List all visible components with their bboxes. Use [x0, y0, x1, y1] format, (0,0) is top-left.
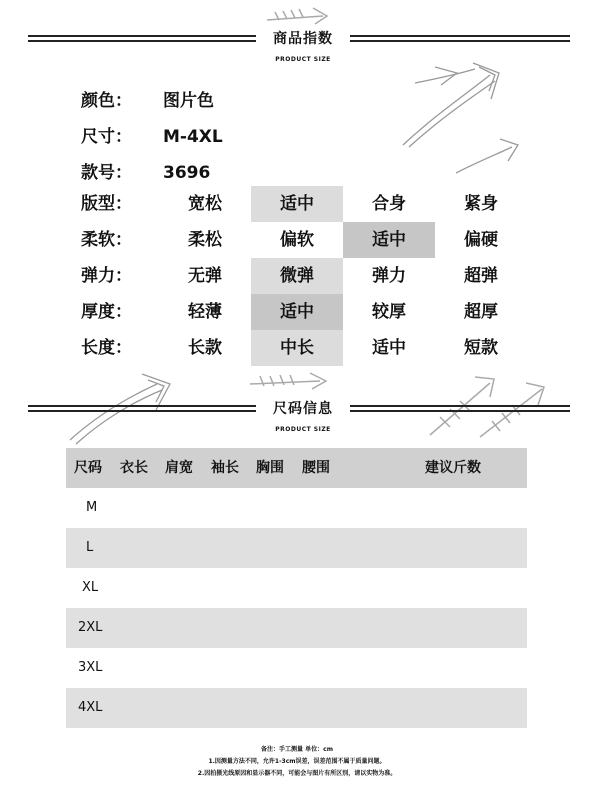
attribute-option: 宽松 [188, 194, 222, 214]
arrow-doodle-middle-bottom [248, 370, 330, 394]
size-value: M-4XL [163, 127, 223, 147]
attribute-option: 短款 [464, 338, 498, 358]
attribute-label: 弹力： [81, 266, 132, 286]
table-row [66, 648, 527, 688]
arrow-doodle-right-2 [450, 135, 525, 180]
attribute-option: 弹力 [372, 266, 406, 286]
attribute-option: 柔松 [188, 230, 222, 250]
attribute-label: 厚度： [81, 302, 132, 322]
color-row [81, 86, 214, 111]
attribute-row-length [81, 330, 531, 366]
table-row [66, 608, 527, 648]
attribute-label: 版型： [81, 194, 132, 214]
table-row [66, 688, 527, 728]
page-subtitle: PRODUCT SIZE [275, 56, 331, 63]
column-header-size: 尺码 [74, 460, 102, 476]
header-rule-left-bottom [28, 40, 256, 42]
attribute-row-softness [81, 222, 531, 258]
size-label: 尺寸： [81, 127, 132, 147]
notes-line-2: 1.因测量方法不同，允许1-3cm误差，误差范围不属于质量问题。 [208, 758, 386, 765]
column-header-weight: 建议斤数 [425, 460, 481, 476]
size-rule-left-bottom [28, 410, 256, 412]
column-header-chest: 胸围 [256, 460, 284, 476]
size-cell: 4XL [78, 700, 103, 715]
column-header-shoulder: 肩宽 [165, 460, 193, 476]
header-rule-right-top [350, 35, 570, 37]
attribute-row-elasticity [81, 258, 531, 294]
size-section-title: 尺码信息 [273, 401, 333, 417]
attribute-row-thickness [81, 294, 531, 330]
color-value: 图片色 [163, 91, 214, 111]
attribute-option-selected: 微弹 [251, 258, 343, 294]
attribute-label: 柔软： [81, 230, 132, 250]
attribute-option-selected: 中长 [251, 330, 343, 366]
column-header-sleeve: 袖长 [211, 460, 239, 476]
style-row [81, 158, 210, 183]
size-section-subtitle: PRODUCT SIZE [275, 426, 331, 433]
size-cell: M [86, 500, 98, 515]
header-rule-right-bottom [350, 40, 570, 42]
table-row [66, 488, 527, 528]
table-row [66, 568, 527, 608]
size-row [81, 122, 223, 147]
notes-line-1: 备注：手工测量 单位：cm [261, 746, 333, 753]
attribute-option-selected: 适中 [251, 294, 343, 330]
attribute-option: 适中 [372, 338, 406, 358]
arrow-doodle-top [265, 4, 333, 30]
size-rule-right-bottom [350, 410, 570, 412]
table-row [66, 528, 527, 568]
attribute-row-fit [81, 186, 531, 222]
column-header-waist: 腰围 [302, 460, 330, 476]
attribute-option-selected: 适中 [251, 186, 343, 222]
size-cell: 2XL [78, 620, 103, 635]
attribute-option: 偏软 [280, 230, 314, 250]
size-cell: XL [82, 580, 99, 595]
attribute-option: 超厚 [464, 302, 498, 322]
header-rule-left-top [28, 35, 256, 37]
color-label: 颜色： [81, 91, 132, 111]
attribute-option: 合身 [372, 194, 406, 214]
attribute-option: 超弹 [464, 266, 498, 286]
size-table-header [66, 448, 527, 488]
attribute-option: 轻薄 [188, 302, 222, 322]
attribute-option-selected: 适中 [343, 222, 435, 258]
style-value: 3696 [163, 163, 211, 183]
size-rule-right-top [350, 405, 570, 407]
size-cell: 3XL [78, 660, 103, 675]
column-header-length: 衣长 [120, 460, 148, 476]
attribute-option: 长款 [188, 338, 222, 358]
size-rule-left-top [28, 405, 256, 407]
attribute-label: 长度： [81, 338, 132, 358]
size-cell: L [86, 540, 94, 555]
attribute-option: 较厚 [372, 302, 406, 322]
notes-line-3: 2.因拍摄光线原因和显示器不同，可能会与图片有所区别，请以实物为准。 [197, 770, 397, 777]
attribute-option: 紧身 [464, 194, 498, 214]
page-title: 商品指数 [273, 31, 333, 47]
style-label: 款号： [81, 163, 132, 183]
attribute-option: 无弹 [188, 266, 222, 286]
attribute-option: 偏硬 [464, 230, 498, 250]
